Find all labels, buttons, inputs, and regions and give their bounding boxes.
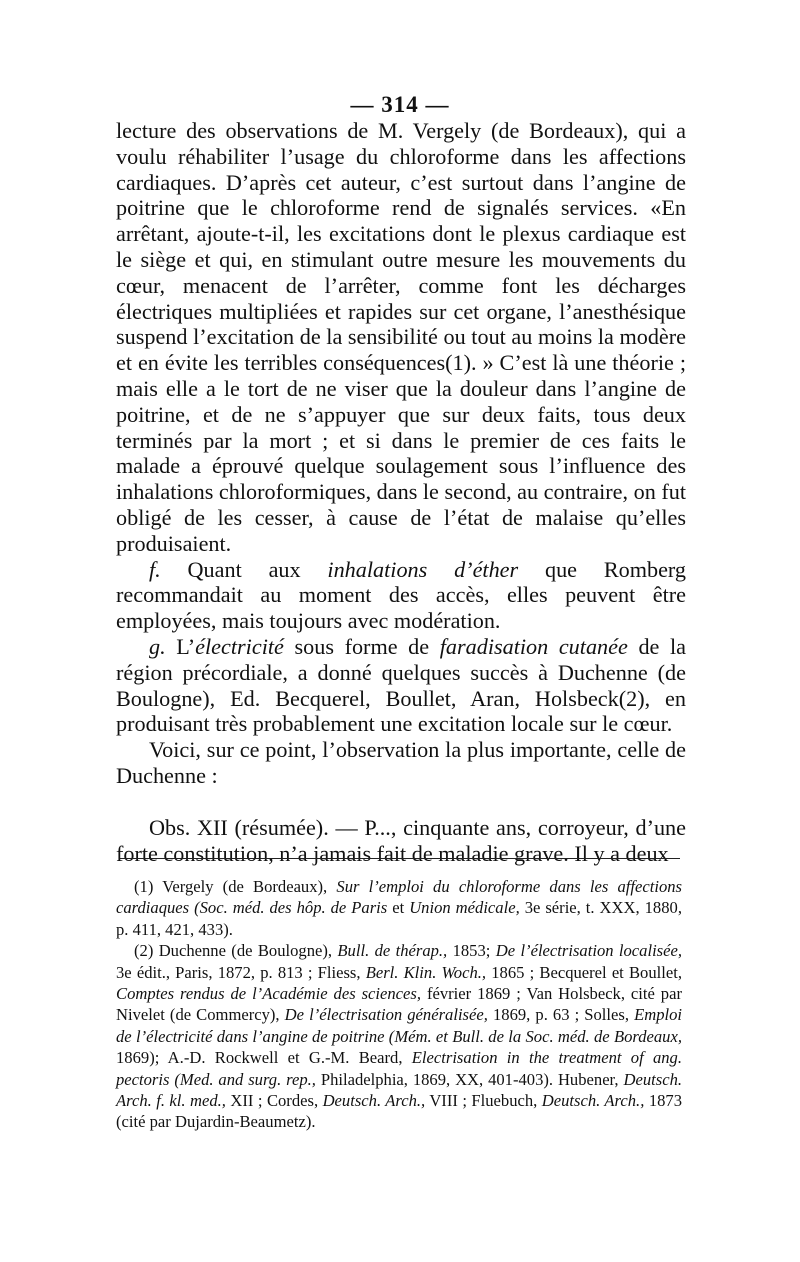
paragraph-electricity: g. L’électricité sous forme de faradisation cutanée de la région précordiale, a donné quelques succès à Duchenne (de Boulogne), Ed. Becquerel, Boullet, Aran, Holsbeck(2), en produisant très probablement une excitation locale sur le cœur. [116, 633, 687, 737]
italic-electricite: électricité [195, 633, 284, 659]
italic-faradisation: faradisation cutanée [439, 633, 628, 659]
paragraph-gap [116, 789, 686, 815]
page-number: — 314 — [350, 92, 450, 117]
item-letter-g: g. [149, 633, 166, 659]
paragraph-observation-xii: Obs. XII (résumée). — P..., cinquante ans, corroyeur, d’une forte constitution, n’a jamais fait de maladie grave. Il y a deux [116, 814, 686, 866]
paragraph-1: lecture des observations de M. Vergely (de Bordeaux), qui a voulu réhabiliter l’usage du chloroforme dans les affections cardiaques. D’après cet auteur, c’est surtout dans l’angine de poitrine que le chloroforme rend de signalés services. «En arrêtant, ajoute-t-il, les excitations dont le plexus cardiaque est le siège et qui, en stimulant outre mesure les mouvements du cœur, menacent de l’arrêter, comme font les décharges électriques multipliées et rapides sur cet organe, l’anesthésique suspend l’excitation de la sensibilité ou tout au moins la modère et en évite les terribles conséquences(1). » C’est là une théorie ; mais elle a le tort de ne viser que la douleur dans l’angine de poitrine, et de ne s’appuyer que sur deux faits, tous deux terminés par la mort ; et si dans le premier de ces faits le malade a éprouvé quelque soulagement sous l’influence des inhalations chloroformiques, dans le second, au contraire, on fut obligé de les cesser, à cause de l’état de malaise qu’elles produisaient. [116, 118, 686, 556]
paragraph-intro-obs: Voici, sur ce point, l’observation la plus importante, celle de Duchenne : [116, 737, 686, 788]
item-letter-f: f. [149, 556, 161, 582]
footnote-rule [120, 858, 680, 859]
footnote-1: (1) Vergely (de Bordeaux), Sur l’emploi du chloroforme dans les affections cardiaques (Soc. méd. des hôp. de Paris et Union médicale, 3e série, t. XXX, 1880, p. 411, 421, 433). [116, 877, 683, 939]
paragraph-ether: f. Quant aux inhalations d’éther que Romberg recommandait au moment des accès, elles peuvent être employées, mais toujours avec modération. [116, 556, 687, 634]
footnotes [116, 876, 682, 1133]
main-text [116, 118, 686, 866]
italic-ether: inhalations d’éther [327, 556, 519, 582]
footnote-2: (2) Duchenne (de Boulogne), Bull. de thérap., 1853; De l’électrisation localisée, 3e édit., Paris, 1872, p. 813 ; Fliess, Berl. Klin. Woch., 1865 ; Becquerel et Boullet, Comptes rendus de l’Académie des sciences, février 1869 ; Van Holsbeck, cité par Nivelet (de Commercy), De l’électrisation généralisée, 1869, p. 63 ; Solles, Emploi de l’électricité dans l’angine de poitrine (Mém. et Bull. de la Soc. méd. de Bordeaux, 1869); A.-D. Rockwell et G.-M. Beard, Electrisation in the treatment of ang. pectoris (Med. and surg. rep., Philadelphia, 1869, XX, 401-403). Hubener, Deutsch. Arch. f. kl. med., XII ; Cordes, Deutsch. Arch., VIII ; Fluebuch, Deutsch. Arch., 1873 (cité par Dujardin-Beaumetz). [116, 941, 683, 1132]
